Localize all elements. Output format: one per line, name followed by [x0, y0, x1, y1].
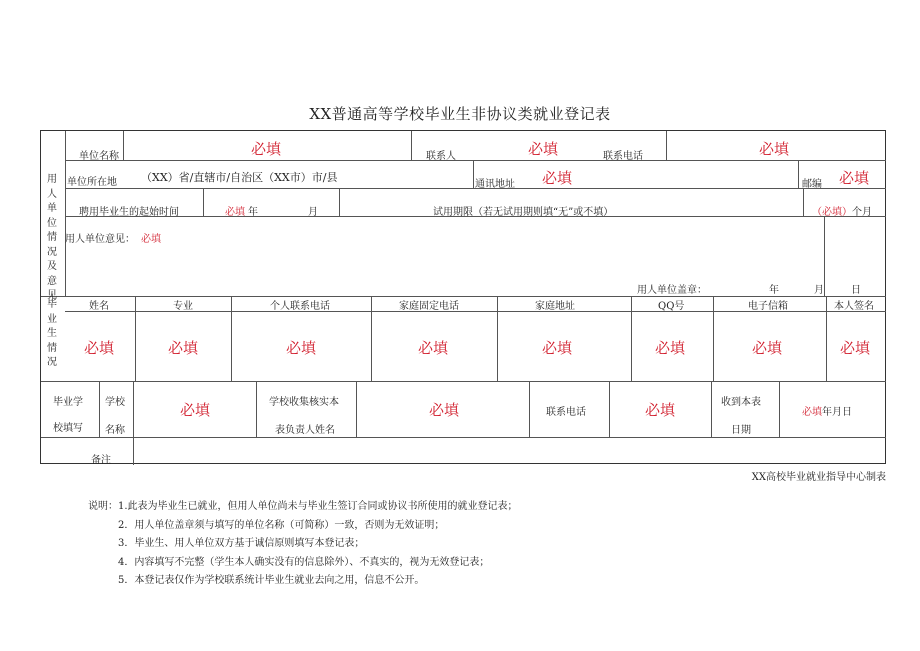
graduate-home-phone-field[interactable]: 必填	[418, 339, 449, 357]
employer-section-label: 用人单位情况及意见	[47, 174, 57, 301]
note-item: 5．本登记表仅作为学校联系统计毕业生就业去向之用，信息不公开。	[118, 575, 425, 586]
header-home-address: 家庭地址	[535, 301, 575, 312]
header-qq: QQ号	[658, 301, 685, 312]
contact-phone-field[interactable]: 必填	[759, 140, 790, 158]
contact-phone-label: 联系电话	[603, 151, 643, 162]
registration-form-table	[40, 130, 886, 464]
graduate-major-field[interactable]: 必填	[168, 339, 199, 357]
school-fill-label-1: 毕业学	[53, 397, 83, 408]
graduate-qq-field[interactable]: 必填	[655, 339, 686, 357]
form-title: XX普通高等学校毕业生非协议类就业登记表	[309, 105, 611, 123]
opinion-field[interactable]: 必填	[141, 234, 161, 245]
seal-label: 用人单位盖章：	[637, 285, 707, 296]
note-item: 4．内容填写不完整（学生本人确实没有的信息除外）、不真实的，视为无效登记表；	[118, 556, 490, 568]
trial-period-field[interactable]: （必填）	[812, 207, 852, 218]
mail-address-label: 通讯地址	[475, 179, 515, 190]
graduate-name-field[interactable]: 必填	[84, 339, 115, 357]
notes-section	[88, 498, 518, 591]
school-name-label-2: 名称	[105, 425, 125, 436]
seal-month-unit: 月	[814, 285, 824, 296]
school-fill-label-2: 校填写	[53, 423, 83, 434]
header-signature: 本人签名	[834, 301, 874, 312]
received-date-required: 必填	[802, 407, 822, 418]
header-major: 专业	[173, 301, 193, 312]
hire-start-label: 聘用毕业生的起始时间	[79, 207, 179, 218]
graduate-personal-phone-field[interactable]: 必填	[286, 339, 317, 357]
footer-maker: XX高校毕业就业指导中心制表	[751, 472, 886, 483]
verifier-label-2: 表负责人姓名	[275, 425, 335, 436]
opinion-label: 用人单位意见：	[65, 234, 135, 245]
seal-year-unit: 年	[769, 285, 779, 296]
location-label: 单位所在地	[67, 177, 117, 188]
graduate-signature-field[interactable]: 必填	[840, 339, 871, 357]
note-item: 2．用人单位盖章须与填写的单位名称（可简称）一致，否则为无效证明；	[118, 519, 445, 531]
verifier-field[interactable]: 必填	[429, 401, 460, 419]
header-name: 姓名	[89, 301, 109, 312]
contact-person-label: 联系人	[426, 151, 456, 162]
received-date-label-2: 日期	[731, 425, 751, 436]
hire-year-unit: 年	[248, 207, 258, 218]
unit-name-field[interactable]: 必填	[251, 140, 282, 158]
graduate-section-label: 毕业生情况	[47, 299, 57, 368]
received-date-field[interactable]	[802, 403, 852, 418]
hire-start-field[interactable]: 必填	[225, 207, 245, 218]
school-name-field[interactable]: 必填	[180, 401, 211, 419]
school-phone-label: 联系电话	[546, 407, 586, 418]
note-item: 说明：1.此表为毕业生已就业，但用人单位尚未与毕业生签订合同或协议书所使用的就业登记表；	[88, 501, 518, 512]
graduate-email-field[interactable]: 必填	[752, 339, 783, 357]
postcode-field[interactable]: 必填	[839, 169, 870, 187]
mail-address-field[interactable]: 必填	[542, 169, 573, 187]
seal-day-unit: 日	[851, 285, 861, 296]
header-home-phone: 家庭固定电话	[399, 301, 459, 312]
school-name-label-1: 学校	[105, 397, 125, 408]
postcode-label: 邮编	[802, 179, 822, 190]
trial-period-label: 试用期限（若无试用期则填“无”或不填）	[433, 207, 614, 218]
note-item: 3．毕业生、用人单位双方基于诚信原则填写本登记表；	[118, 538, 365, 549]
header-email: 电子信箱	[748, 301, 788, 312]
location-field[interactable]: （XX）省/直辖市/自治区（XX市）市/县	[141, 171, 338, 184]
remarks-label: 备注	[91, 455, 111, 466]
received-date-label-1: 收到本表	[721, 397, 761, 408]
school-phone-field[interactable]: 必填	[645, 401, 676, 419]
received-date-suffix: 年月日	[822, 407, 852, 418]
contact-person-field[interactable]: 必填	[528, 140, 559, 158]
graduate-home-address-field[interactable]: 必填	[542, 339, 573, 357]
header-personal-phone: 个人联系电话	[270, 301, 330, 312]
unit-name-label: 单位名称	[79, 151, 119, 162]
trial-months-unit: 个月	[852, 207, 872, 218]
hire-month-unit: 月	[308, 207, 318, 218]
verifier-label-1: 学校收集核实本	[269, 397, 339, 408]
